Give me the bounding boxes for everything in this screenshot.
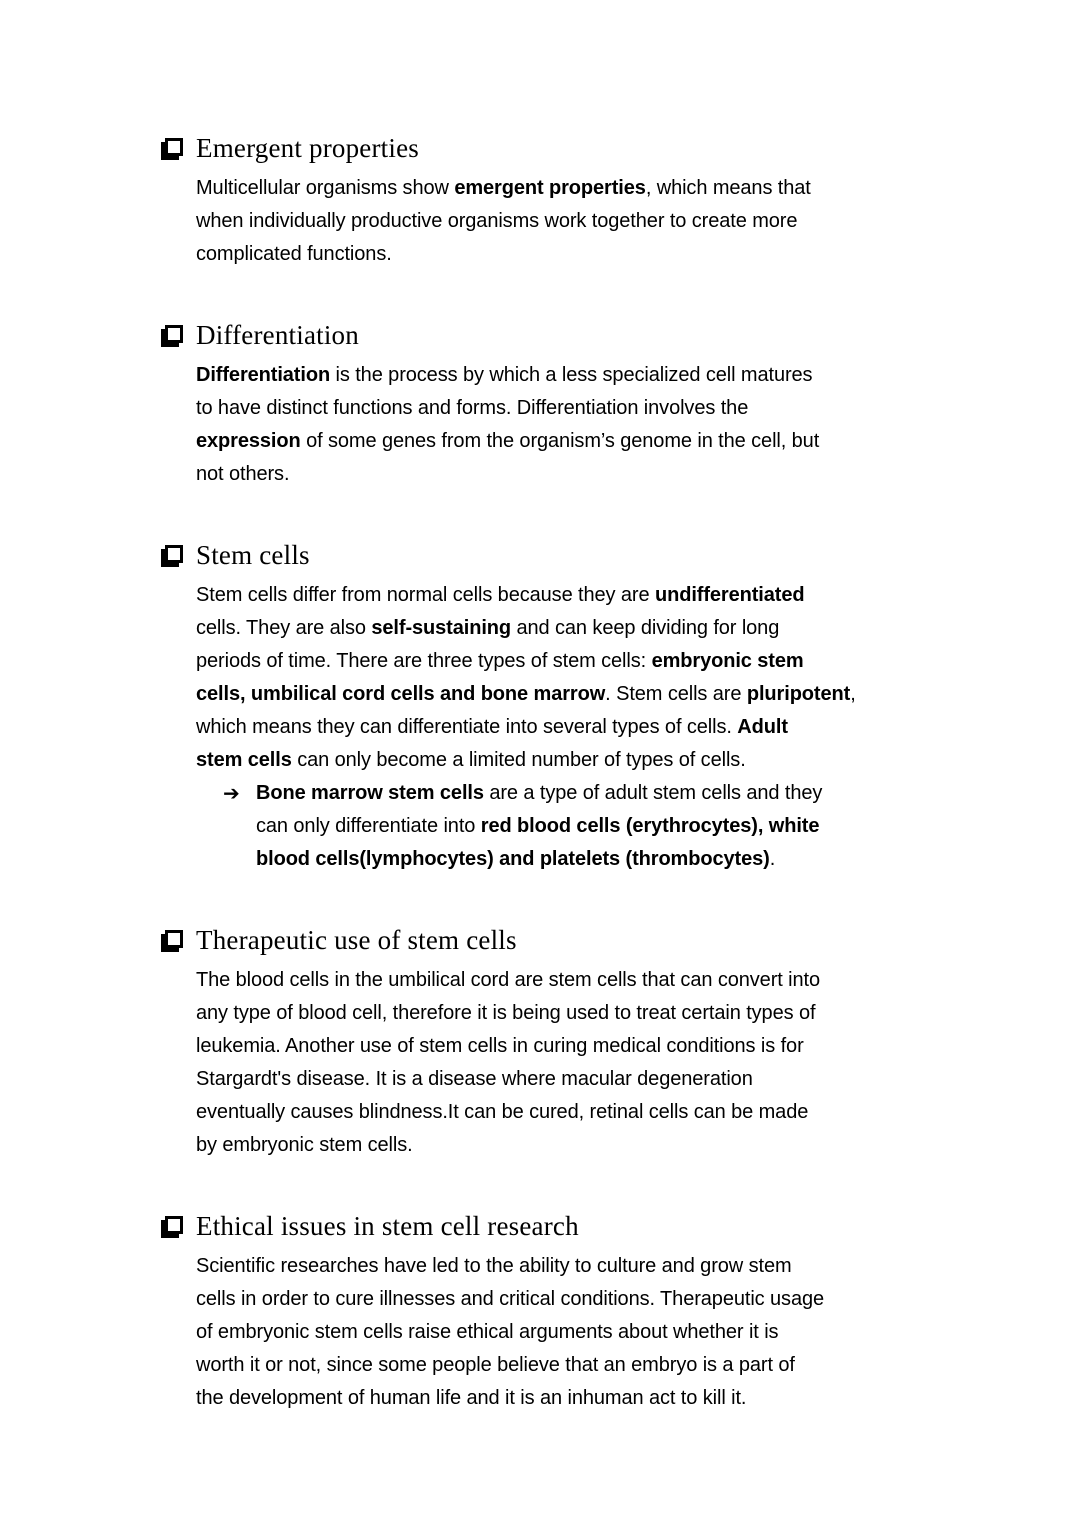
square-bullet-icon <box>163 546 196 569</box>
section-paragraph <box>196 359 980 491</box>
text-line: eventually causes blindness.It can be cured, retinal cells can be made <box>196 1101 809 1123</box>
text-line: cells in order to cure illnesses and critical conditions. Therapeutic usage <box>196 1288 825 1310</box>
text-line: stem cells can only become a limited number of types of cells. <box>196 749 746 771</box>
section-heading-row <box>163 1208 980 1244</box>
text-line: Stargardt's disease. It is a disease where macular degeneration <box>196 1068 753 1090</box>
text-line: when individually productive organisms work together to create more <box>196 210 798 232</box>
text-line: blood cells(lymphocytes) and platelets (thrombocytes). <box>256 848 776 870</box>
sub-bullet-item <box>223 777 980 876</box>
section-heading: Differentiation <box>196 320 359 350</box>
section-heading: Stem cells <box>196 540 310 570</box>
text-line: the development of human life and it is an inhuman act to kill it. <box>196 1387 747 1409</box>
text-line: Stem cells differ from normal cells because they are undifferentiated <box>196 584 805 606</box>
text-line: worth it or not, since some people believe that an embryo is a part of <box>196 1354 795 1376</box>
section-paragraph <box>196 1250 980 1415</box>
section-therapeutic-use-of-stem-cells <box>163 922 980 1162</box>
text-line: any type of blood cell, therefore it is being used to treat certain types of <box>196 1002 816 1024</box>
text-line: to have distinct functions and forms. Differentiation involves the <box>196 397 749 419</box>
section-heading-row <box>163 130 980 166</box>
text-line: can only differentiate into red blood cells (erythrocytes), white <box>256 815 820 837</box>
section-paragraph <box>196 964 980 1162</box>
text-line: The blood cells in the umbilical cord are stem cells that can convert into <box>196 969 821 991</box>
text-line: Multicellular organisms show emergent properties, which means that <box>196 177 811 199</box>
text-line: cells. They are also self-sustaining and can keep dividing for long <box>196 617 780 639</box>
section-ethical-issues <box>163 1208 980 1415</box>
square-bullet-icon <box>163 931 196 954</box>
square-bullet-icon <box>163 326 196 349</box>
square-bullet-icon <box>163 139 196 162</box>
text-line: not others. <box>196 463 290 485</box>
section-paragraph <box>196 579 980 777</box>
text-line: which means they can differentiate into several types of cells. Adult <box>196 716 788 738</box>
section-emergent-properties <box>163 130 980 271</box>
text-line: complicated functions. <box>196 243 392 265</box>
section-heading-row <box>163 317 980 353</box>
section-stem-cells <box>163 537 980 876</box>
section-heading-row <box>163 922 980 958</box>
text-line: Differentiation is the process by which a less specialized cell matures <box>196 364 813 386</box>
section-differentiation <box>163 317 980 491</box>
text-line: Scientific researches have led to the ability to culture and grow stem <box>196 1255 792 1277</box>
text-line: of embryonic stem cells raise ethical arguments about whether it is <box>196 1321 779 1343</box>
section-heading-row <box>163 537 980 573</box>
text-line: expression of some genes from the organism’s genome in the cell, but <box>196 430 820 452</box>
section-heading: Ethical issues in stem cell research <box>196 1211 579 1241</box>
text-line: cells, umbilical cord cells and bone marrow. Stem cells are pluripotent, <box>196 683 856 705</box>
section-heading: Emergent properties <box>196 133 419 163</box>
text-line: Bone marrow stem cells are a type of adult stem cells and they <box>256 782 823 804</box>
text-line: periods of time. There are three types of stem cells: embryonic stem <box>196 650 804 672</box>
sub-bullet-text <box>256 777 822 876</box>
text-line: by embryonic stem cells. <box>196 1134 413 1156</box>
section-paragraph <box>196 172 980 271</box>
arrow-right-bullet-icon: ➔ <box>223 781 240 805</box>
section-heading: Therapeutic use of stem cells <box>196 925 517 955</box>
text-line: leukemia. Another use of stem cells in curing medical conditions is for <box>196 1035 804 1057</box>
square-bullet-icon <box>163 1217 196 1240</box>
